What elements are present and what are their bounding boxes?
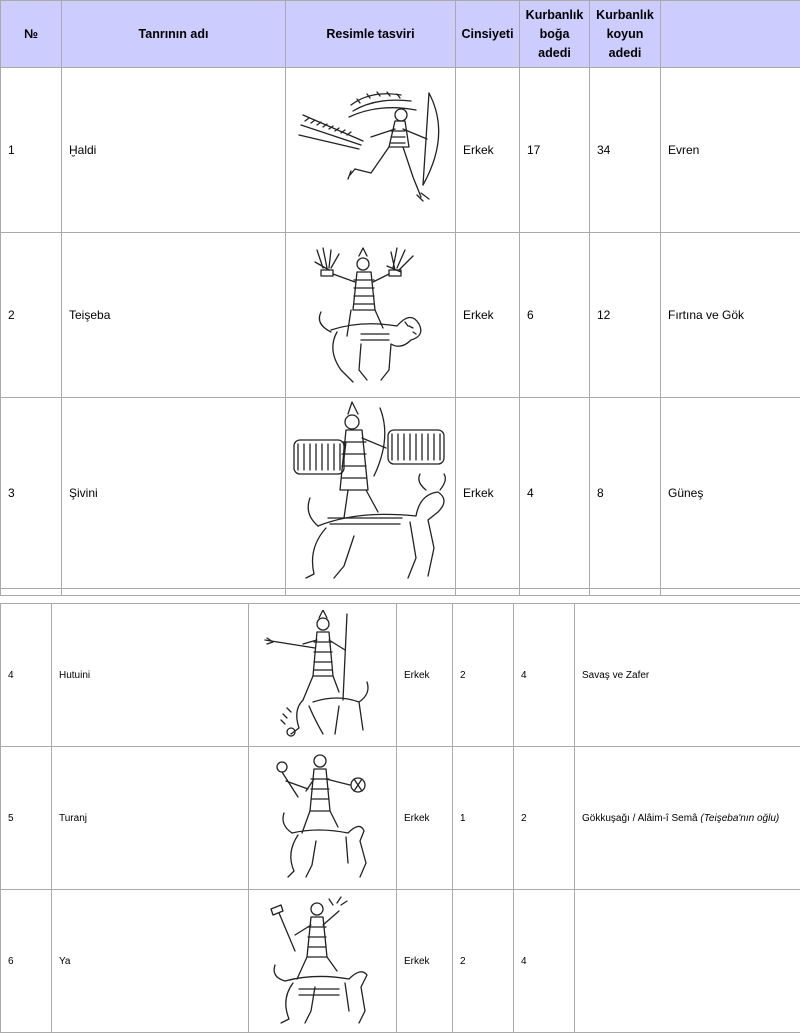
row-sheep: 4 — [514, 604, 575, 747]
header-depiction: Resimle tasviri — [286, 1, 456, 68]
sivini-bull-rider-icon[interactable] — [288, 398, 453, 588]
row-gender: Erkek — [456, 398, 520, 589]
deity-name-link[interactable]: Hutuini — [52, 604, 249, 747]
row-domain — [661, 398, 800, 589]
domain-text: Fırtına ve Gök — [668, 308, 745, 322]
domain-text: Evren — [668, 143, 700, 157]
domain-text: Güneş — [668, 486, 704, 500]
header-sheep: Kurbanlık koyun adedi — [590, 1, 661, 68]
row-bulls: 2 — [453, 604, 514, 747]
deity-name-link[interactable]: Ḫaldi — [62, 68, 286, 233]
header-domain — [661, 1, 800, 68]
row-gender: Erkek — [456, 68, 520, 233]
depiction-cell — [286, 233, 456, 398]
table-row — [1, 604, 800, 747]
header-row — [1, 1, 800, 68]
row-bulls: 1 — [453, 747, 514, 890]
row-gender: Erkek — [397, 890, 453, 1033]
row-domain — [661, 233, 800, 398]
depiction-cell — [286, 398, 456, 589]
depiction-cell — [286, 68, 456, 233]
row-no: 6 — [1, 890, 52, 1033]
truncated-row — [1, 589, 800, 596]
domain-note: (Teişeba'nın oğlu) — [700, 812, 780, 824]
row-no: 1 — [1, 68, 62, 233]
depiction-cell — [249, 890, 397, 1033]
header-no: № — [1, 1, 62, 68]
teiseba-lion-rider-icon[interactable] — [301, 240, 441, 390]
table-row — [1, 398, 800, 589]
domain-text: Savaş ve Zafer — [582, 669, 650, 681]
row-sheep: 34 — [590, 68, 661, 233]
turanj-rider-icon[interactable] — [268, 753, 378, 883]
row-bulls: 4 — [520, 398, 590, 589]
row-bulls: 2 — [453, 890, 514, 1033]
row-domain — [575, 604, 800, 747]
row-no: 4 — [1, 604, 52, 747]
row-gender: Erkek — [397, 604, 453, 747]
row-sheep: 2 — [514, 747, 575, 890]
row-domain — [575, 890, 800, 1033]
row-sheep: 8 — [590, 398, 661, 589]
deities-table-bottom — [0, 603, 800, 1033]
deity-name-link[interactable]: Şivini — [62, 398, 286, 589]
row-no: 2 — [1, 233, 62, 398]
ya-rider-icon[interactable] — [265, 895, 380, 1027]
domain-text: Gökkuşağı / Alâim-î Semâ — [582, 812, 701, 824]
deity-name-link[interactable]: Ya — [52, 890, 249, 1033]
row-no: 5 — [1, 747, 52, 890]
depiction-cell — [249, 604, 397, 747]
table-row — [1, 68, 800, 233]
deity-name-link[interactable]: Teişeba — [62, 233, 286, 398]
table-row — [1, 747, 800, 890]
header-name: Tanrının adı — [62, 1, 286, 68]
header-gender: Cinsiyeti — [456, 1, 520, 68]
row-bulls: 6 — [520, 233, 590, 398]
row-sheep: 12 — [590, 233, 661, 398]
haldi-archer-figure-icon[interactable] — [291, 85, 451, 215]
row-gender: Erkek — [397, 747, 453, 890]
header-bulls: Kurbanlık boğa adedi — [520, 1, 590, 68]
row-bulls: 17 — [520, 68, 590, 233]
row-domain — [575, 747, 800, 890]
row-no: 3 — [1, 398, 62, 589]
row-gender: Erkek — [456, 233, 520, 398]
table-row — [1, 890, 800, 1033]
deity-name-link[interactable]: Turanj — [52, 747, 249, 890]
depiction-cell — [249, 747, 397, 890]
row-domain — [661, 68, 800, 233]
row-sheep: 4 — [514, 890, 575, 1033]
table-row — [1, 233, 800, 398]
hutuini-warrior-icon[interactable] — [263, 610, 383, 740]
